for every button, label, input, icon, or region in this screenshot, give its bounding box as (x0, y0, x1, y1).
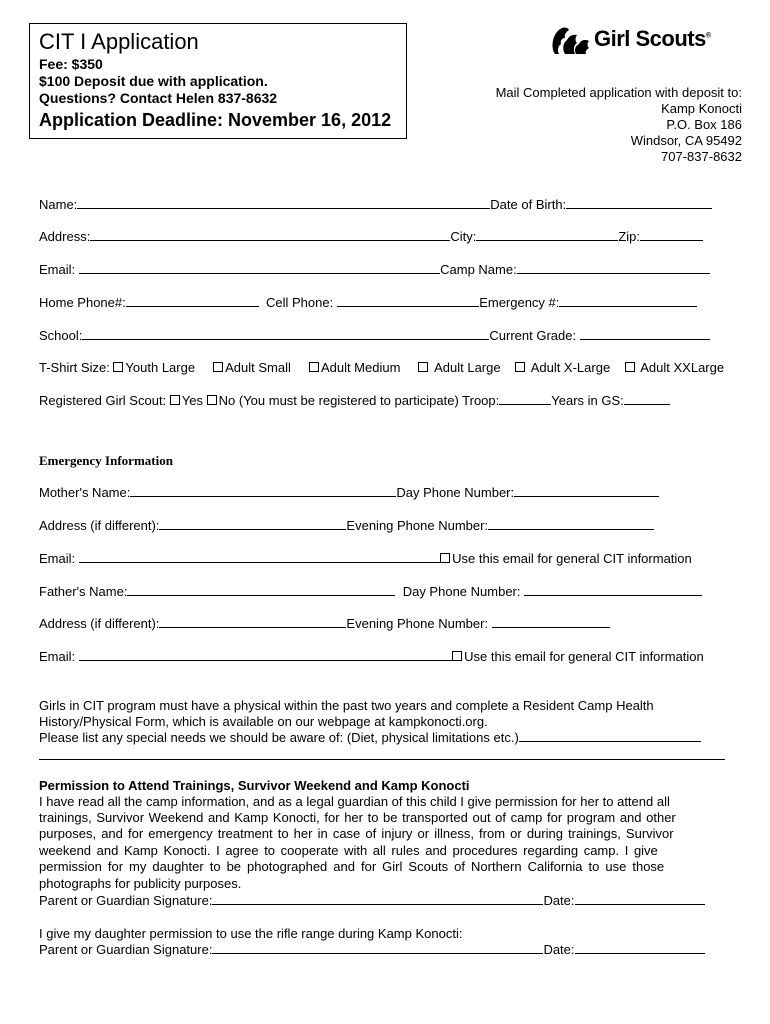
tshirt-option: Adult Medium (320, 360, 401, 375)
father-day-phone-label: Day Phone Number: (402, 584, 521, 599)
school-field[interactable] (82, 328, 489, 340)
father-address-row (39, 616, 610, 631)
permission-heading: Permission to Attend Trainings, Survivor Weekend and Kamp Konocti (39, 778, 470, 793)
tshirt-option: Adult X-Large (530, 360, 611, 375)
mother-day-phone-label: Day Phone Number: (396, 485, 515, 500)
mailing-line-3: P.O. Box 186 (666, 117, 742, 132)
name-label: Name: (39, 197, 78, 212)
health-line-2: History/Physical Form, which is available on our webpage at kampkonocti.org. (39, 714, 488, 729)
dob-field[interactable] (566, 197, 712, 209)
permission-line: photographs for publicity purposes. (39, 876, 242, 891)
father-row (39, 584, 702, 599)
father-email-row (39, 649, 704, 664)
registered-label: Registered Girl Scout: (39, 393, 167, 408)
father-evening-phone-field[interactable] (492, 616, 610, 628)
signature-field[interactable] (212, 893, 543, 905)
mother-evening-phone-field[interactable] (488, 518, 654, 530)
registered-no-checkbox[interactable] (207, 395, 217, 405)
address-field[interactable] (90, 229, 450, 241)
emergency-field[interactable] (559, 295, 697, 307)
tshirt-adult-xxlarge-checkbox[interactable] (625, 362, 635, 372)
home-phone-label: Home Phone#: (39, 295, 126, 310)
mother-email-row (39, 551, 692, 566)
father-use-email-checkbox[interactable] (452, 651, 462, 661)
date-field[interactable] (575, 942, 705, 954)
grade-label: Current Grade: (489, 328, 577, 343)
phone-row (39, 295, 697, 310)
tshirt-option: Youth Large (125, 360, 196, 375)
father-email-label: Email: (39, 649, 76, 664)
signature-label: Parent or Guardian Signature: (39, 893, 213, 908)
questions-text: Questions? Contact Helen 837-8632 (39, 90, 278, 106)
camp-name-label: Camp Name: (440, 262, 517, 277)
address-row (39, 229, 703, 244)
permission-line: trainings, Survivor Weekend and Kamp Konocti, for her to be transported out of camp for program and other (39, 810, 676, 825)
permission-line: weekend and Kamp Konocti. I agree to cooperate with all rules and procedures regarding camp. I give (39, 843, 658, 858)
date-field[interactable] (575, 893, 705, 905)
cell-phone-field[interactable] (337, 295, 479, 307)
mother-use-email-checkbox[interactable] (440, 553, 450, 563)
registered-yes-label: Yes (181, 393, 204, 408)
email-row (39, 262, 710, 277)
date-label: Date: (543, 893, 575, 908)
registered-yes-checkbox[interactable] (170, 395, 180, 405)
mailing-line-1: Mail Completed application with deposit to: (495, 85, 742, 100)
cell-phone-label: Cell Phone: (265, 295, 334, 310)
signature-field[interactable] (212, 942, 543, 954)
mailing-line-2: Kamp Konocti (661, 101, 742, 116)
mother-email-field[interactable] (79, 551, 440, 563)
camp-name-field[interactable] (517, 262, 710, 274)
mother-address-field[interactable] (159, 518, 346, 530)
tshirt-row (39, 360, 724, 375)
permission-line: I have read all the camp information, and as a legal guardian of this child I give permission for her to attend all (39, 794, 670, 809)
registered-row (39, 393, 670, 408)
girl-scouts-logo-text: Girl Scouts® (594, 26, 711, 51)
tshirt-option: Adult Small (225, 360, 291, 375)
home-phone-field[interactable] (126, 295, 259, 307)
special-needs-row (39, 730, 701, 746)
mother-name-field[interactable] (130, 485, 396, 497)
rifle-permission-text: I give my daughter permission to use the rifle range during Kamp Konocti: (39, 926, 463, 941)
zip-label: Zip: (618, 229, 640, 244)
zip-field[interactable] (640, 229, 703, 241)
mother-email-label: Email: (39, 551, 76, 566)
father-name-label: Father's Name: (39, 584, 128, 599)
mother-row (39, 485, 659, 500)
emergency-label: Emergency #: (479, 295, 560, 310)
name-field[interactable] (77, 197, 490, 209)
father-name-field[interactable] (127, 584, 395, 596)
school-label: School: (39, 328, 83, 343)
tshirt-adult-xlarge-checkbox[interactable] (515, 362, 525, 372)
years-field[interactable] (624, 393, 670, 405)
mother-address-row (39, 518, 654, 533)
father-address-label: Address (if different): (39, 616, 160, 631)
tshirt-option: Adult Large (434, 360, 501, 375)
email-label: Email: (39, 262, 76, 277)
tshirt-adult-medium-checkbox[interactable] (309, 362, 319, 372)
mother-use-email-label: Use this email for general CIT information (452, 551, 692, 566)
special-needs-line-2[interactable] (39, 759, 725, 760)
health-line-1: Girls in CIT program must have a physical within the past two years and complete a Resident Camp Health (39, 698, 654, 713)
signature-row-2 (39, 942, 705, 957)
mother-day-phone-field[interactable] (514, 485, 659, 497)
father-use-email-label: Use this email for general CIT information (464, 649, 704, 664)
signature-row-1 (39, 893, 705, 908)
special-needs-field[interactable] (519, 730, 701, 742)
father-email-field[interactable] (79, 649, 452, 661)
years-label: Years in GS: (551, 393, 624, 408)
signature-label: Parent or Guardian Signature: (39, 942, 213, 957)
address-label: Address: (39, 229, 91, 244)
deadline-text: Application Deadline: November 16, 2012 (39, 110, 392, 130)
mailing-line-5: 707-837-8632 (661, 149, 742, 164)
form-title: CIT I Application (39, 29, 199, 54)
troop-field[interactable] (499, 393, 551, 405)
dob-label: Date of Birth: (490, 197, 567, 212)
trefoil-profiles-icon (549, 24, 593, 56)
father-day-phone-field[interactable] (524, 584, 702, 596)
tshirt-adult-large-checkbox[interactable] (418, 362, 428, 372)
registered-no-label: No (You must be registered to participate) Troop: (218, 393, 500, 408)
tshirt-option: Adult XXLarge (640, 360, 725, 375)
date-label: Date: (543, 942, 575, 957)
father-evening-phone-label: Evening Phone Number: (346, 616, 489, 631)
mother-evening-phone-label: Evening Phone Number: (346, 518, 489, 533)
mother-address-label: Address (if different): (39, 518, 160, 533)
city-field[interactable] (476, 229, 618, 241)
city-label: City: (450, 229, 477, 244)
father-address-field[interactable] (159, 616, 346, 628)
permission-line: permission for my daughter to be photographed and for Girl Scouts of Northern California to use those (39, 859, 665, 874)
school-row (39, 328, 710, 343)
grade-field[interactable] (580, 328, 710, 340)
tshirt-label: T-Shirt Size: (39, 360, 110, 375)
emergency-heading: Emergency Information (39, 453, 173, 468)
tshirt-youth-large-checkbox[interactable] (113, 362, 123, 372)
mailing-line-4: Windsor, CA 95492 (630, 133, 742, 148)
mother-name-label: Mother's Name: (39, 485, 131, 500)
tshirt-adult-small-checkbox[interactable] (213, 362, 223, 372)
fee-text: Fee: $350 (39, 56, 103, 72)
email-field[interactable] (79, 262, 440, 274)
special-needs-label: Please list any special needs we should be aware of: (Diet, physical limitations etc.) (39, 730, 519, 745)
name-row (39, 197, 712, 212)
deposit-text: $100 Deposit due with application. (39, 73, 268, 89)
permission-line: purposes, and for emergency treatment to her in case of injury or illness, from or during trainings, Survivor (39, 826, 674, 841)
